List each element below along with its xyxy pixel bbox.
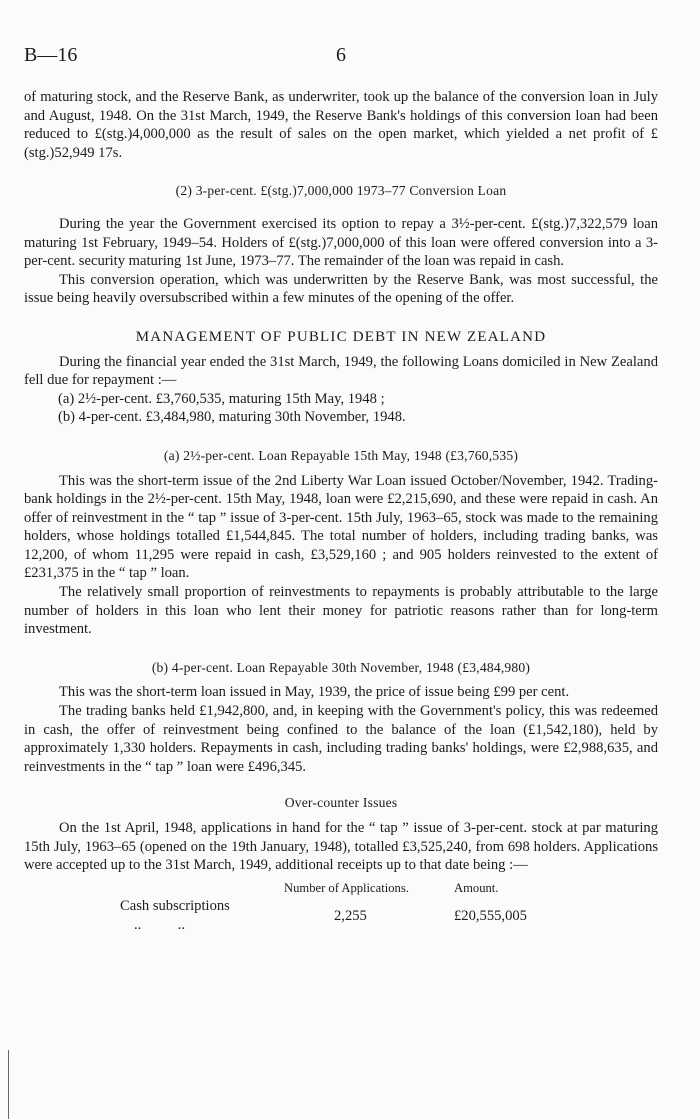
section-heading: (2) 3-per-cent. £(stg.)7,000,000 1973–77 Conversion Loan: [175, 183, 507, 199]
paragraph: This conversion operation, which was underwritten by the Reserve Bank, was most successful, the issue being heavily oversubscribed within a few minutes of the opening of the offer.: [24, 271, 658, 307]
paragraph: This was the short-term issue of the 2nd Liberty War Loan issued October/November, 1942. Trading-bank holdings in the 2½-per-cent. 15th May, 1948, loan were £2,215,690, and these were repaid in cash. An offer of reinvestment in the “ tap ” issue of 3-per-cent. 15th July, 1963–65, stock was made to the remaining holders, whose holdings totalled £1,544,845. The total number of holders, including trading banks, was 12,200, of whom 11,295 were repaid in cash, £3,529,160 ; and 905 holders reinvested to the extent of £231,375 in the “ tap ” loan.: [24, 472, 658, 582]
main-heading: MANAGEMENT OF PUBLIC DEBT IN NEW ZEALAND: [135, 328, 547, 345]
document-code: B—16: [24, 44, 78, 66]
column-header: Number of Applications.: [284, 880, 409, 895]
paragraph: During the year the Government exercised its option to repay a 3½-per-cent. £(stg.)7,322,579 loan maturing 1st February, 1949–54. Holders of £(stg.)7,000,000 of this loan were offered conversion into a 3-per-cent. security maturing 1st June, 1973–77. The remainder of the loan was repaid in cash.: [24, 215, 658, 270]
section-heading: Over-counter Issues: [284, 795, 398, 811]
list-item: (a) 2½-per-cent. £3,760,535, maturing 15th May, 1948 ;: [58, 390, 385, 407]
page-header: [24, 44, 658, 70]
scan-edge-rule: [8, 1050, 9, 1119]
paragraph: During the financial year ended the 31st March, 1949, the following Loans domiciled in New Zealand fell due for repayment :—: [24, 353, 658, 389]
column-header: Amount.: [454, 880, 499, 895]
row-label: [24, 897, 284, 934]
paragraph: On the 1st April, 1948, applications in hand for the “ tap ” issue of 3-per-cent. stock at par maturing 15th July, 1963–65 (opened on the 19th January, 1948), totalled £3,525,240, from 698 holders. Applications were accepted up to the 31st March, 1949, additional receipts up to that date being :—: [24, 820, 658, 874]
amount-cell: £20,555,005: [454, 907, 527, 924]
row-label-text: Cash subscriptions: [120, 898, 230, 915]
paragraph: The trading banks held £1,942,800, and, in keeping with the Government's policy, this was redeemed in cash, the offer of reinvestment being confined to the balance of the loan (£1,542,180), held by approximately 1,330 holders. Repayments in cash, including trading banks' holdings, were £2,988,635, and reinvestments in the “ tap ” loan were £496,345.: [24, 703, 658, 775]
paragraph: The relatively small proportion of reinvestments to repayments is probably attributable to the large number of holders in this loan who lent their money for patriotic reasons rather than for long-term investment.: [24, 584, 658, 638]
list-item: (b) 4-per-cent. £3,484,980, maturing 30th November, 1948.: [58, 409, 406, 426]
document-body: [24, 88, 658, 935]
section-heading: (b) 4-per-cent. Loan Repayable 30th November, 1948 (£3,484,980): [151, 659, 531, 675]
paragraph: This was the short-term loan issued in May, 1939, the price of issue being £99 per cent.: [59, 684, 570, 701]
applications-cell: 2,255: [334, 907, 367, 924]
page-number: 6: [336, 44, 346, 66]
leader-dots: .. ..: [134, 916, 186, 933]
section-heading: (a) 2½-per-cent. Loan Repayable 15th May, 1948 (£3,760,535): [163, 447, 519, 463]
table-row: [24, 897, 554, 934]
subscriptions-table: [24, 879, 554, 935]
table-header-row: [24, 879, 554, 898]
paragraph: of maturing stock, and the Reserve Bank, as underwriter, took up the balance of the conversion loan in July and August, 1948. On the 31st March, 1949, the Reserve Bank's holdings of this conversion loan had been reduced to £(stg.)4,000,000 as the result of sales on the open market, which yielded a net profit of £(stg.)52,949 17s.: [24, 89, 658, 161]
